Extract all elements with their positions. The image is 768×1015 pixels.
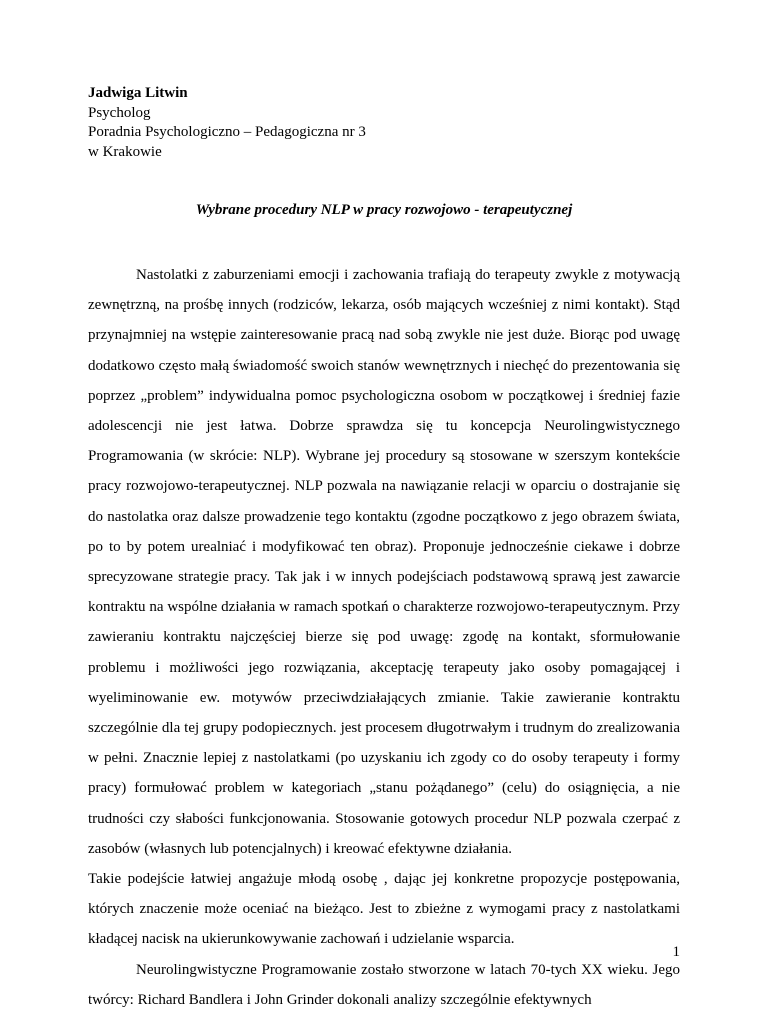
author-block xyxy=(88,84,366,162)
paragraph: Takie podejście łatwiej angażuje młodą osobę , dając jej konkretne propozycje postępowania, których znaczenie może oceniać na bieżąco. Jest to zbieżne z wymogami pracy z nastolatkami kładącej nacisk na ukierunkowywanie zachowań i udzielanie wsparcia. xyxy=(88,871,680,948)
paragraph: Neurolingwistyczne Programowanie zostało stworzone w latach 70-tych XX wieku. Jego twórcy: Richard Bandlera i John Grinder dokonali analizy szczególnie efektywnych xyxy=(88,961,680,1008)
author-name: Jadwiga Litwin xyxy=(88,85,188,101)
author-institution: Poradnia Psychologiczno – Pedagogiczna nr 3 xyxy=(88,124,366,140)
document-body xyxy=(88,260,680,1015)
page-number: 1 xyxy=(672,944,680,960)
author-role: Psycholog xyxy=(88,104,151,121)
author-city: w Krakowie xyxy=(88,143,162,160)
document-title: Wybrane procedury NLP w pracy rozwojowo - terapeutycznej xyxy=(195,202,573,218)
paragraph: Nastolatki z zaburzeniami emocji i zachowania trafiają do terapeuty zwykle z motywacją zewnętrzną, na prośbę innych (rodziców, lekarza, osób mających wcześniej z nimi kontakt). Stąd przynajmniej na wstępie zainteresowanie pracą nad sobą zwykle nie jest duże. Biorąc pod uwagę dodatkowo często małą świadomość swoich stanów wewnętrznych i niechęć do prezentowania się poprzez „problem” indywidualna pomoc psychologiczna osobom w początkowej i średniej fazie adolescencji nie jest łatwa. Dobrze sprawdza się tu koncepcja Neurolingwistycznego Programowania (w skrócie: NLP). Wybrane jej procedury są stosowane w szerszym kontekście pracy rozwojowo-terapeutycznej. NLP pozwala na nawiązanie relacji w oparciu o dostrajanie się do nastolatka oraz dalsze prowadzenie tego kontaktu (zgodne początkowo z jego obrazem świata, po to by potem urealniać i modyfikować ten obraz). Proponuje jednocześnie ciekawe i dobrze sprecyzowane strategie pracy. Tak jak i w innych podejściach podstawową sprawą jest zawarcie kontraktu na wspólne działania w ramach spotkań o charakterze rozwojowo-terapeutycznym. Przy zawieraniu kontraktu najczęściej bierze się pod uwagę: zgodę na kontakt, sformułowanie problemu i możliwości jego rozwiązania, akceptację terapeuty jako osoby pomagającej i wyeliminowanie ew. motywów przeciwdziałających zmianie. Takie zawieranie kontraktu szczególnie dla tej grupy podopiecznych. jest procesem długotrwałym i trudnym do zrealizowania w pełni. Znacznie lepiej z nastolatkami (po uzyskaniu ich zgody co do osoby terapeuty i formy pracy) formułować problem w kategoriach „stanu pożądanego” (celu) do osiągnięcia, a nie trudności czy słabości funkcjonowania. Stosowanie gotowych procedur NLP pozwala czerpać z zasobów (własnych lub potencjalnych) i kreować efektywne działania. xyxy=(88,267,680,857)
